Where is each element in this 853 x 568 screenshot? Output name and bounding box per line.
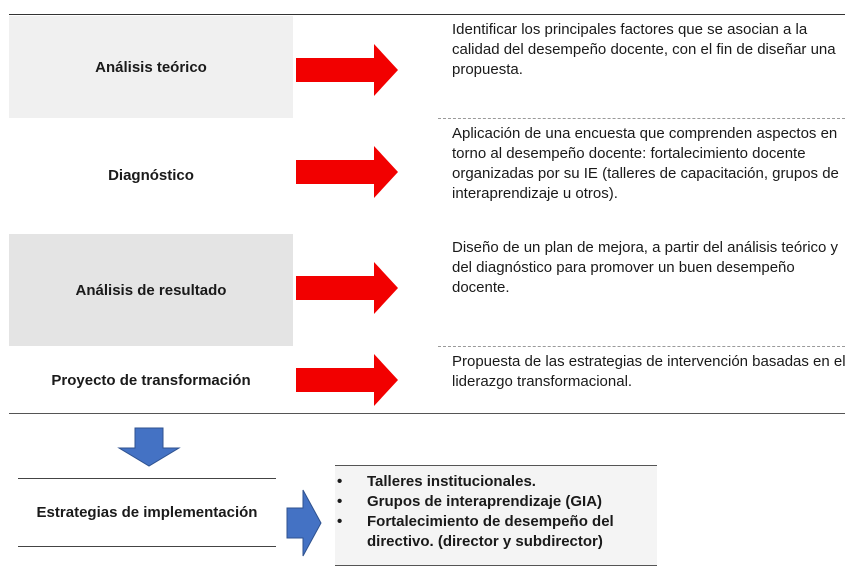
bullet-icon: • bbox=[337, 493, 343, 510]
red-arrow-right-icon bbox=[294, 42, 402, 98]
list-item-text: Grupos de interaprendizaje (GIA) bbox=[367, 493, 603, 510]
top-rule bbox=[9, 14, 845, 15]
list-item bbox=[335, 492, 651, 512]
stage-label: Análisis de resultado bbox=[75, 281, 227, 299]
stage-analisis-resultado bbox=[9, 234, 293, 346]
stage-description: Identificar los principales factores que se asocian a la calidad del desempeño docente, con el fin de diseñar una propuesta. bbox=[452, 21, 836, 78]
red-arrow-right-icon bbox=[294, 260, 402, 316]
bullet-icon: • bbox=[337, 473, 343, 490]
list-item-text: Talleres institucionales. bbox=[367, 473, 536, 490]
stage-description: Propuesta de las estrategias de intervención basadas en el liderazgo transformacional. bbox=[452, 353, 846, 390]
stage-description: Diseño de un plan de mejora, a partir del análisis teórico y del diagnóstico para promover un buen desempeño docente. bbox=[452, 239, 839, 296]
implementation-list-box bbox=[335, 465, 657, 566]
implementation-label: Estrategias de implementación bbox=[36, 504, 258, 521]
list-item bbox=[335, 512, 651, 552]
stage-proyecto-transformacion bbox=[9, 348, 293, 412]
stage-label: Proyecto de transformación bbox=[51, 371, 251, 389]
blue-arrow-right-icon bbox=[285, 488, 325, 558]
stage-analisis-teorico bbox=[9, 16, 293, 118]
stage-label: Diagnóstico bbox=[108, 166, 194, 184]
red-arrow-right-icon bbox=[294, 352, 402, 408]
blue-arrow-down-icon bbox=[117, 426, 181, 468]
table-bottom-rule bbox=[9, 413, 845, 414]
bullet-icon: • bbox=[337, 513, 343, 530]
implementation-box bbox=[18, 478, 276, 547]
stage-label: Análisis teórico bbox=[95, 58, 207, 76]
red-arrow-right-icon bbox=[294, 144, 402, 200]
list-item-text: Fortalecimiento de desempeño del directivo. (director y subdirector) bbox=[367, 513, 614, 550]
implementation-list bbox=[335, 472, 651, 552]
stage-description: Aplicación de una encuesta que comprenden aspectos en torno al desempeño docente: fortalecimiento docente organizadas por su IE (talleres de capacitación, grupos de interaprendizaje u otros). bbox=[452, 125, 839, 202]
row-divider bbox=[438, 118, 845, 119]
row-divider bbox=[438, 346, 845, 347]
stage-diagnostico bbox=[9, 120, 293, 230]
list-item bbox=[335, 472, 651, 492]
